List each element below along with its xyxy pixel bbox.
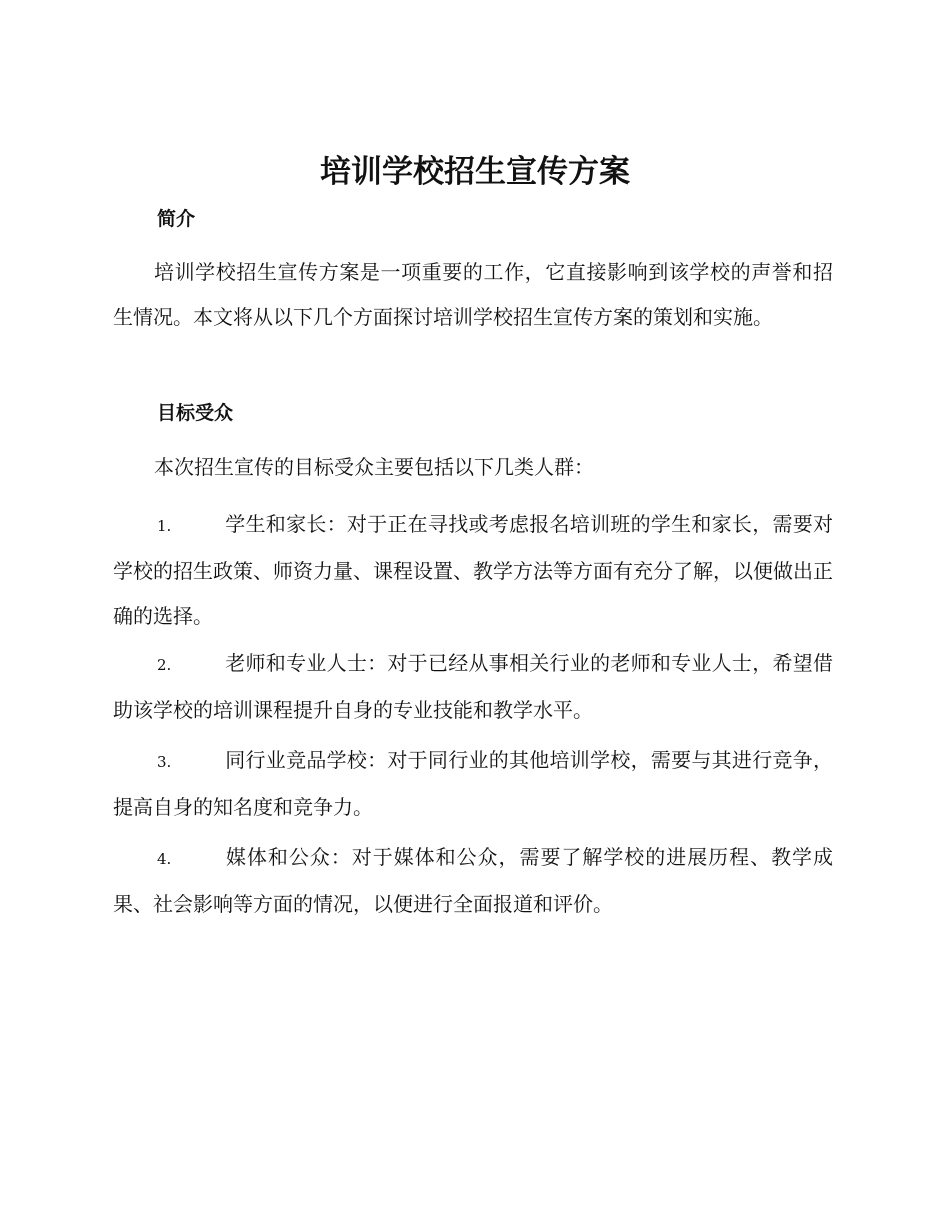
list-item — [113, 502, 833, 639]
intro-paragraph: 培训学校招生宣传方案是一项重要的工作，它直接影响到该学校的声誉和招生情况。本文将从以下几个方面探讨培训学校招生宣传方案的策划和实施。 — [113, 260, 833, 329]
list-item-number: 4. — [157, 850, 172, 868]
target-audience-paragraph: 本次招生宣传的目标受众主要包括以下几类人群： — [154, 455, 594, 479]
list-item — [113, 835, 833, 927]
list-item-text: 同行业竞品学校：对于同行业的其他培训学校，需要与其进行竞争，提高自身的知名度和竞争力。 — [113, 748, 833, 819]
section-heading-intro: 简介 — [157, 208, 196, 230]
list-item-text: 媒体和公众：对于媒体和公众，需要了解学校的进展历程、教学成果、社会影响等方面的情况，以便进行全面报道和评价。 — [113, 845, 833, 916]
list-item-number: 2. — [157, 656, 172, 674]
list-item-number: 1. — [157, 517, 172, 535]
list-item — [113, 738, 833, 830]
list-item-number: 3. — [157, 753, 172, 771]
list-item — [113, 641, 833, 733]
list-item-text: 老师和专业人士：对于已经从事相关行业的老师和专业人士，希望借助该学校的培训课程提升自身的专业技能和教学水平。 — [113, 651, 833, 722]
list-item-text: 学生和家长：对于正在寻找或考虑报名培训班的学生和家长，需要对学校的招生政策、师资力量、课程设置、教学方法等方面有充分了解，以便做出正确的选择。 — [113, 512, 833, 628]
document-title: 培训学校招生宣传方案 — [320, 154, 630, 190]
section-heading-target-audience: 目标受众 — [157, 402, 234, 424]
